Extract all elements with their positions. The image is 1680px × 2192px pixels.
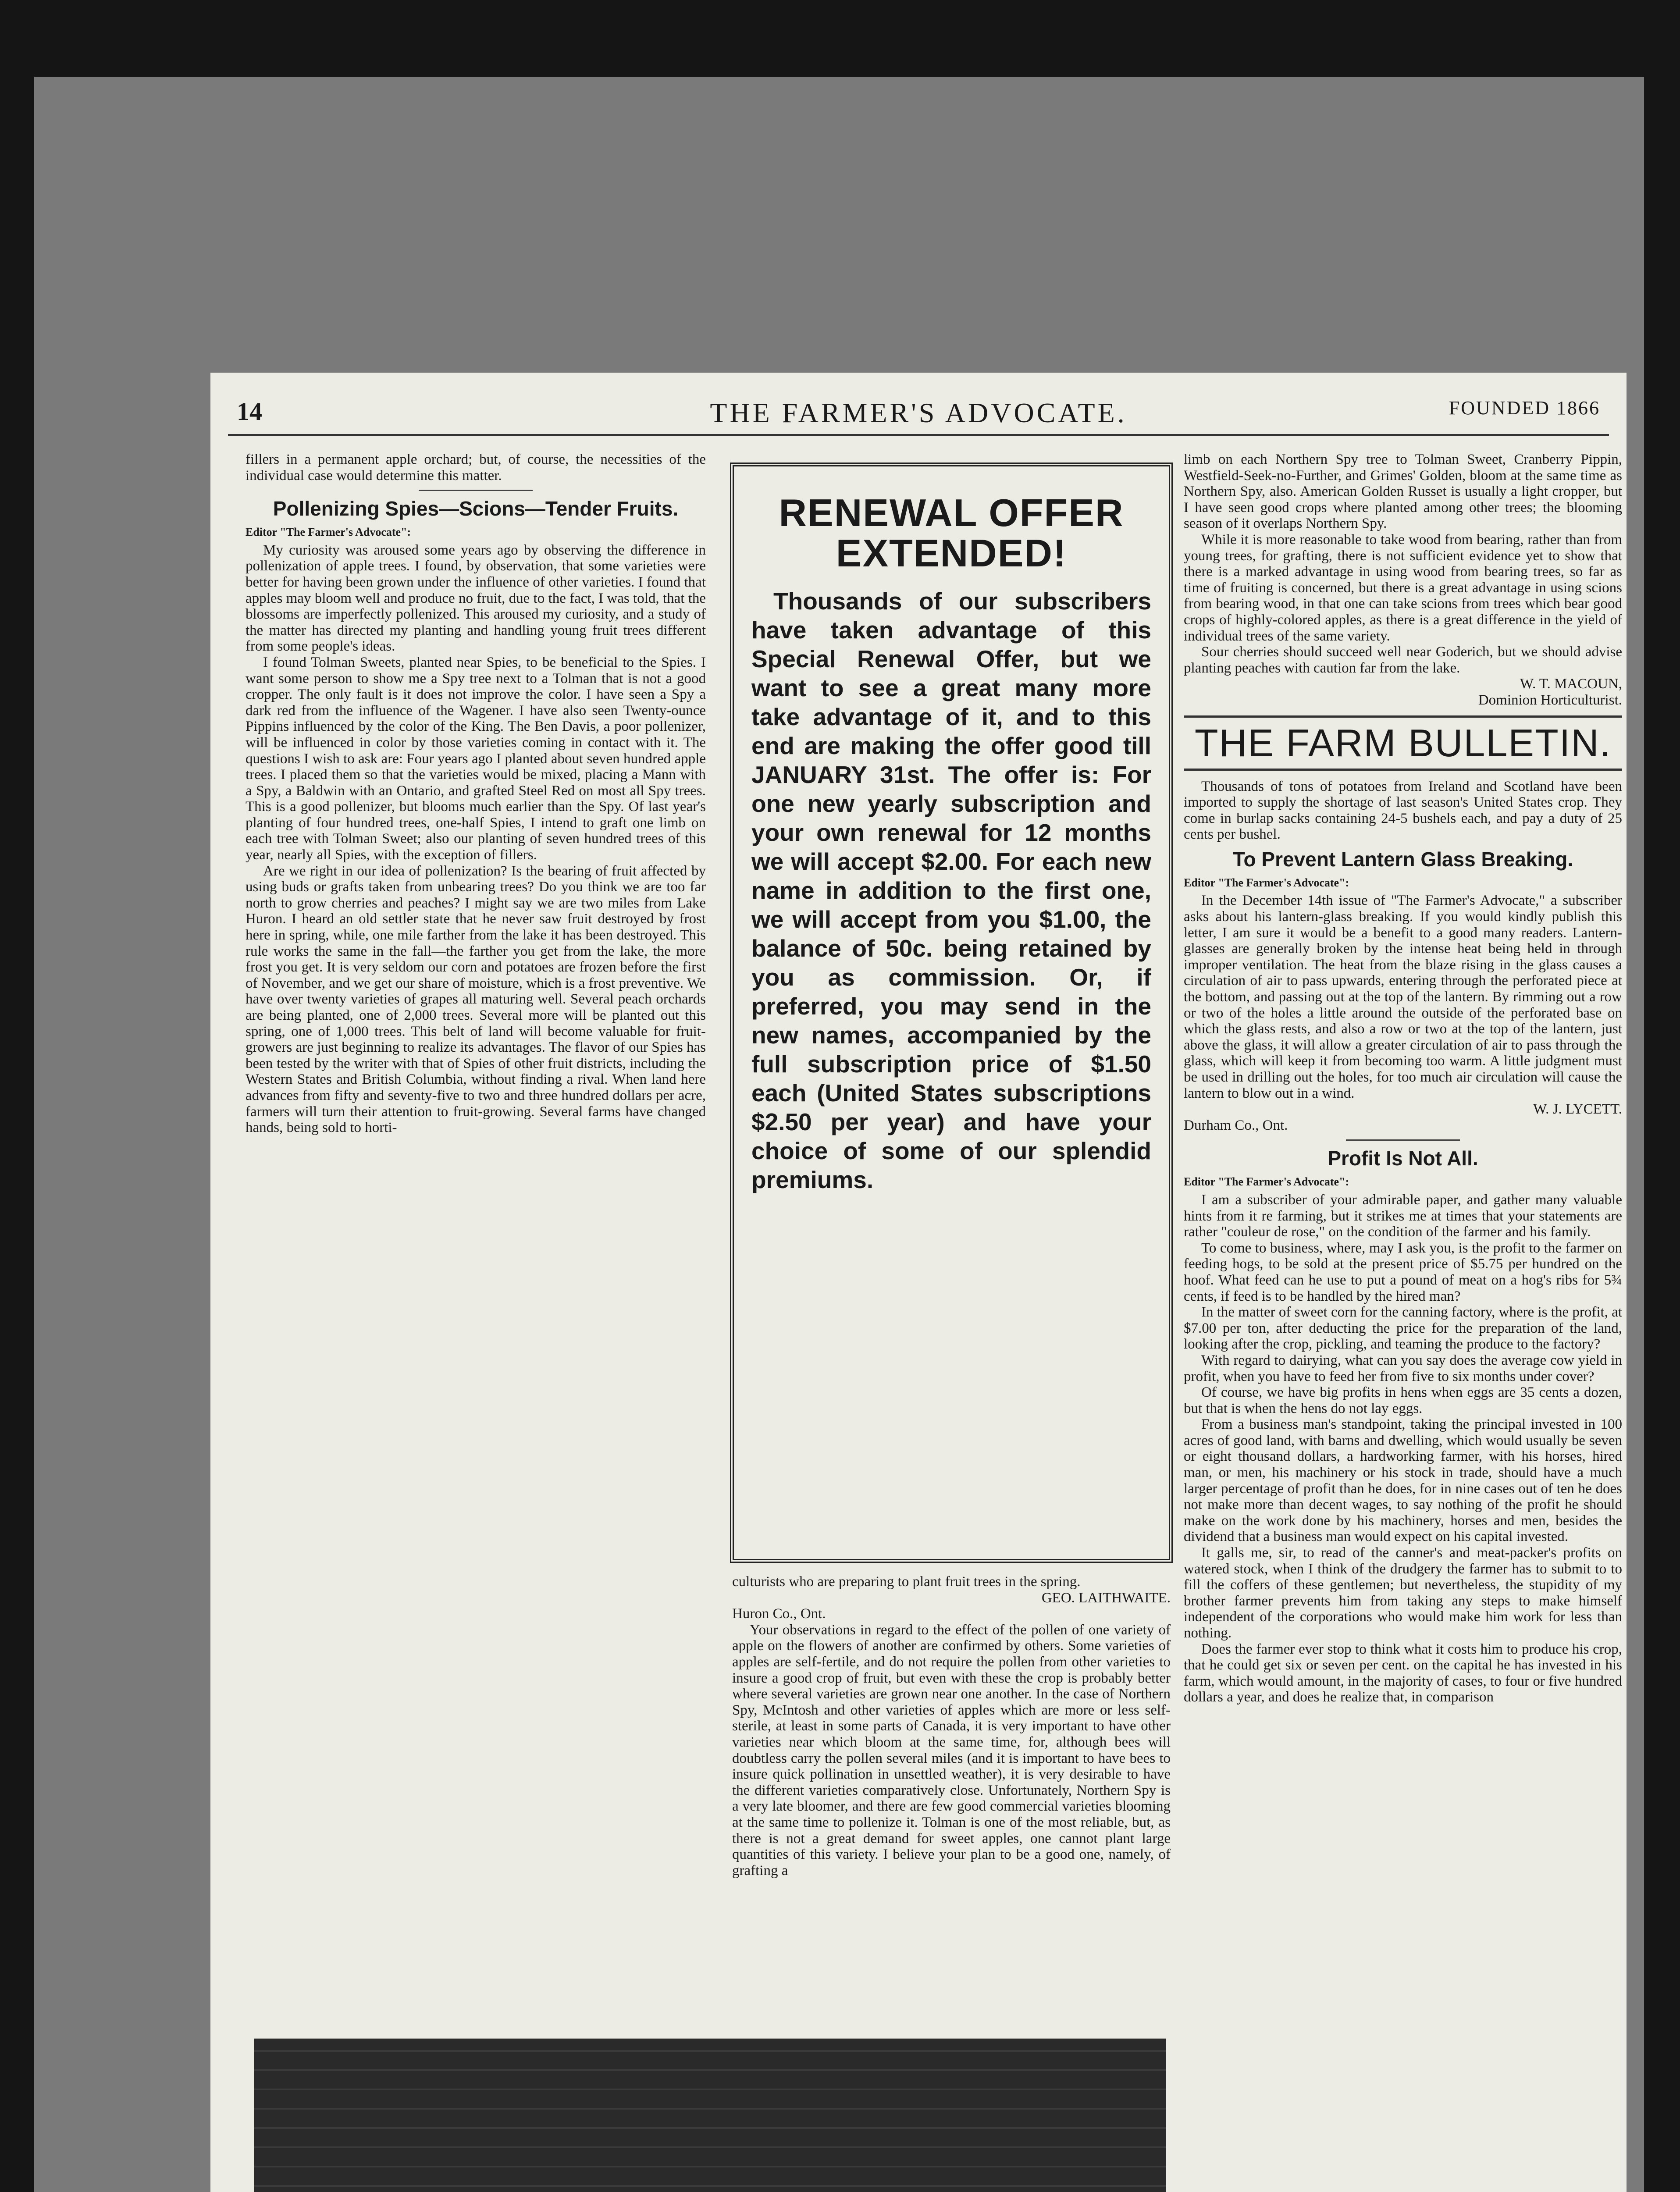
paper-name: THE FARMER'S ADVOCATE. xyxy=(710,397,1127,428)
paragraph: In the matter of sweet corn for the canning factory, where is the profit, at $7.00 per ton, after deducting the price for the preparation of the land, looking after the crop, pickling, and teaming the produce to the factory? xyxy=(1184,1304,1622,1352)
header-rule xyxy=(228,434,1609,436)
paragraph: While it is more reasonable to take wood from bearing, rather than from young trees, for grafting, there is not sufficient evidence yet to show that there is a marked advantage in using wood from bearing trees, so far as time of fruiting is concerned, but there is a great advantage in using scions from bearing wood, in that one can take scions from trees which bear good crops of highly-colored apples, as there is a great difference in the yield of individual trees of the same variety. xyxy=(1184,531,1622,644)
location: Durham Co., Ont. xyxy=(1184,1117,1288,1133)
editor-line: Editor "The Farmer's Advocate": xyxy=(246,526,411,539)
signature: W. J. LYCETT. xyxy=(1533,1101,1622,1117)
column-right xyxy=(1184,452,1622,1705)
bulletin-item: Thousands of tons of potatoes from Ireland and Scotland have been imported to supply the shortage of last season's United States crop. They come in burlap sacks containing 24-5 bushels each, and pay a duty of 25 cents per bushel. xyxy=(1184,778,1622,843)
paragraph: Are we right in our idea of pollenization? Is the bearing of fruit affected by using buds or grafts taken from unbearing trees? Do you think we are too far north to grow cherries and peaches? I might say we are two miles from Lake Huron. I heard an old settler state that he never saw fruit destroyed by frost here in spring, while, one mile farther from the lake it has been destroyed. This rule works the same in the fall—the farther you get from the lake, the more frost you get. It is very seldom our corn and potatoes are frozen before the first of November, and we get our share of moisture, which is a frost preventive. We have over twenty varieties of grapes all maturing well. Several peach orchards are being planted, one of 2,000 trees. Several more will be planted out this spring, one of 1,000 trees. This belt of land will become valuable for fruit-growers are just beginning to realize its advantages. The flavor of our Spies has been tested by the writer with that of Spies of other fruit districts, including the Western States and British Columbia, without finding a rival. When land here advances from fifty and seventy-five to two and three hundred dollars per acre, farmers will turn their attention to fruit-growing. Several farms have changed hands, being sold to horti- xyxy=(246,863,706,1136)
paragraph: Of course, we have big profits in hens when eggs are 35 cents a dozen, but that is when the hens do not lay eggs. xyxy=(1184,1384,1622,1416)
article-divider xyxy=(1346,1139,1460,1141)
section-heading-farm-bulletin: THE FARM BULLETIN. xyxy=(1184,715,1622,771)
page-number: 14 xyxy=(237,397,262,426)
renewal-offer-box xyxy=(730,463,1173,1563)
renewal-offer-body: Thousands of our subscribers have taken advantage of this Special Renewal Offer, but we want to see a great many more take advantage of it, and to this end are making the offer good till JANUARY 31st. The offer is: For one new yearly subscription and your own renewal for 12 months we will accept $2.00. For each new name in addition to the first one, we will accept from you $1.00, the balance of 50c. being retained by you as commission. Or, if preferred, you may send in the new names, accompanied by the full subscription price of $1.50 each (United States subscriptions $2.50 per year) and have your choice of some of our splendid premiums. xyxy=(751,587,1151,1193)
editor-line: Editor "The Farmer's Advocate": xyxy=(1184,876,1349,889)
article-title-profit: Profit Is Not All. xyxy=(1328,1147,1478,1170)
paragraph: Does the farmer ever stop to think what it costs him to produce his crop, that he could get six or seven per cent. on the capital he has invested in his farm, which would amount, in the majority of cases, to four or five hundred dollars a year, and does he realize that, in comparison xyxy=(1184,1641,1622,1705)
article-continuation: limb on each Northern Spy tree to Tolman Sweet, Cranberry Pippin, Westfield-Seek-no-Further, and Grimes' Golden, bloom at the same time as Northern Spy, also. American Golden Russet is usually a light cropper, but I have seen good crops where planted among other trees; the blooming season of it overlaps Northern Spy. xyxy=(1184,452,1622,532)
article-divider xyxy=(419,490,533,491)
paragraph: To come to business, where, may I ask you, is the profit to the farmer on feeding hogs, to be sold at the present price of $5.75 per hundred on the hoof. What feed can he use to put a pound of meat on a hog's ribs for 5¾ cents, if feed is to be handled by the hired man? xyxy=(1184,1240,1622,1304)
founded-line: FOUNDED 1866 xyxy=(1449,397,1600,419)
paragraph: It galls me, sir, to read of the canner's and meat-packer's profits on watered stock, when I think of the drudgery the farmer has to submit to to fill the coffers of these gentlemen; but nevertheless, the stupidity of my brother farmer prevents him from taking any steps to make himself independent of the corporations who would make him work for less than nothing. xyxy=(1184,1545,1622,1641)
paragraph: From a business man's standpoint, taking the principal invested in 100 acres of good land, with barns and dwelling, which would usually be seven or eight thousand dollars, a hardworking farmer, with his horses, hired man, or men, his machinery or his stock in trade, should have a much larger percentage of profit than he does, for in nine cases out of ten he does not make more than decent wages, to say nothing of the profit he should make on the work done by his machinery, horses and men, besides the dividend that a business man would expect on his capital invested. xyxy=(1184,1416,1622,1545)
running-head xyxy=(237,397,1600,432)
article-title-lantern: To Prevent Lantern Glass Breaking. xyxy=(1232,847,1573,871)
signature-title: Dominion Horticulturist. xyxy=(1478,692,1622,708)
paragraph: In the December 14th issue of "The Farmer's Advocate," a subscriber asks about his lantern-glass breaking. If you would kindly publish this letter, I am sure it would be a benefit to a good many readers. Lantern-glasses are generally broken by the intense heat being held in through improper ventilation. The heat from the blaze rising in the glass causes a circulation of air to pass upwards, entering through the perforated piece at the bottom, and passing out at the top of the lantern. By rimming out a row or two of the holes a little around the outside of the perforated base on which the glass rests, and also a row or two at the top of the lantern, just above the glass, it will allow a greater circulation of air to pass through the glass, which will keep it from becoming too warm. A little judgment must be used in drilling out the holes, for too much air circulation will cause the lantern to blow out in a wind. xyxy=(1184,893,1622,1101)
team-photograph xyxy=(254,2039,1166,2192)
paragraph: With regard to dairying, what can you say does the average cow yield in profit, when you have to feed her from five to six months under cover? xyxy=(1184,1352,1622,1384)
paragraph: I am a subscriber of your admirable paper, and gather many valuable hints from it re farming, but it strikes me at times that your statements are rather "couleur de rose," on the condition of the farmer and his family. xyxy=(1184,1192,1622,1240)
paragraph: My curiosity was aroused some years ago by observing the difference in pollenization of apple trees. I found, by observation, that some varieties were better for having been grown under the influence of other varieties. I found that apples may bloom well and produce no fruit, due to the fact, I was told, that the blossoms are imperfectly pollenized. This aroused my curiosity, and a study of the matter has directed my planting and handling young fruit trees different from some people's ideas. xyxy=(246,542,706,655)
article-continuation: fillers in a permanent apple orchard; but, of course, the necessities of the individual case would determine this matter. xyxy=(246,452,706,484)
paragraph: Sour cherries should succeed well near Goderich, but we should advise planting peaches with caution far from the lake. xyxy=(1184,644,1622,676)
reply-paragraph: Your observations in regard to the effect of the pollen of one variety of apple on the flowers of another are confirmed by others. Some varieties of apples are self-fertile, and do not require the pollen from other varieties to insure a good crop of fruit, but even with these the crop is probably better where several varieties are grown near one another. In the case of Northern Spy, McIntosh and other varieties of apples which are more or less self-sterile, at least in some parts of Canada, it is very important to have other varieties near which bloom at the same time, for, although bees will doubtless carry the pollen several miles (and it is important to have bees to insure quick pollination in unsettled weather), it is very desirable to have the different varieties comparatively close. Unfortunately, Northern Spy is a very late bloomer, and there are few good commercial varieties blooming at the same time to pollenize it. Tolman is one of the most reliable, but, as there is not a great demand for sweet apples, one cannot plant large quantities of this variety. I believe your plan to be a good one, namely, of grafting a xyxy=(732,1622,1171,1879)
column-middle-lower xyxy=(732,1574,1171,1879)
signature-name: W. T. MACOUN, xyxy=(1520,676,1622,692)
brick-wall-background xyxy=(254,2039,1166,2192)
signature: GEO. LAITHWAITE. xyxy=(1041,1590,1171,1606)
article-title-pollenizing: Pollenizing Spies—Scions—Tender Fruits. xyxy=(273,497,679,520)
article-continuation: culturists who are preparing to plant fruit trees in the spring. xyxy=(732,1574,1081,1590)
newspaper-page xyxy=(210,373,1627,2192)
renewal-offer-title: RENEWAL OFFER EXTENDED! xyxy=(779,491,1124,575)
paragraph: I found Tolman Sweets, planted near Spies, to be beneficial to the Spies. I want some person to show me a Spy tree next to a Tolman that is not a good cropper. The only fault is it does not improve the color. I have seen a Spy a dark red from the influence of the Wagener. I have also seen Twenty-ounce Pippins influenced by the color of the King. The Ben Davis, a poor pollenizer, will be influenced in color by those varieties coming in contact with it. The questions I wish to ask are: Four years ago I planted about seven hundred apple trees. I placed them so that the varieties would be mixed, placing a Mann with a Spy, a Baldwin with an Ontario, and grafted Steel Red on most all Spy trees. This is a good pollenizer, but blooms much earlier than the Spy. Of last year's planting of four hundred trees, one-half Spies, I intend to graft one limb on each tree with Tolman Sweet; also our planting of seven hundred trees of this year, nearly all Spies, with the exception of fillers. xyxy=(246,654,706,863)
column-left xyxy=(246,452,706,1136)
photo-block xyxy=(254,2039,1166,2192)
location: Huron Co., Ont. xyxy=(732,1606,826,1622)
editor-line: Editor "The Farmer's Advocate": xyxy=(1184,1175,1349,1189)
